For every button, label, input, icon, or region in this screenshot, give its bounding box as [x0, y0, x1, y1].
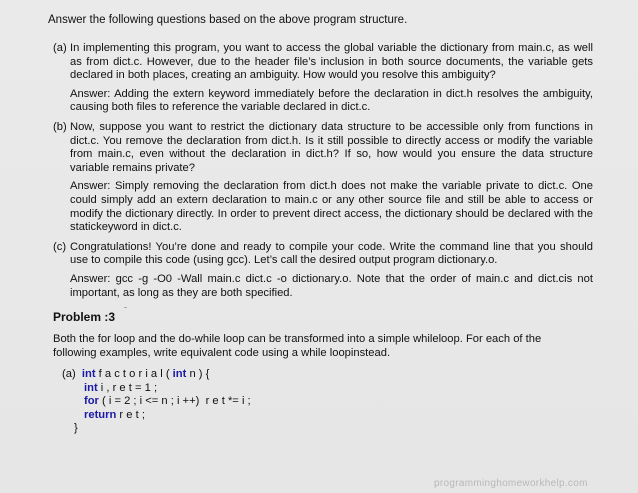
question-label: (a): [53, 42, 67, 54]
answer-text: Answer: gcc -g -O0 -Wall main.c dict.c -o dictionary.o. Note that the order of main.c and dict.cis not important, as long as they are both specified.: [70, 272, 593, 299]
answer-text: Answer: Adding the extern keyword immediately before the declaration in dict.h resolves the ambiguity, causing both files to reference the variable declared in dict.c.: [70, 87, 593, 114]
code-line-2: [62, 382, 251, 396]
intro-text: Answer the following questions based on the above program structure.: [48, 14, 408, 26]
question-text: Congratulations! You’re done and ready to compile your code. Write the command line that you should use to compile this code (using gcc). Let’s call the desired output program dictionary.o.: [70, 240, 593, 267]
question-c: [53, 241, 593, 300]
code-keyword: int: [84, 381, 98, 394]
question-list: [53, 42, 593, 306]
code-line-4: [62, 409, 251, 423]
code-text: f a c t o r i a l (: [95, 368, 173, 380]
code-block: [62, 368, 251, 436]
footer-watermark: programminghomeworkhelp.com: [434, 478, 588, 489]
code-text: ( i = 2 ; i <= n ; i ++) r e t *= i ;: [98, 395, 251, 407]
code-label: (a): [62, 368, 76, 380]
question-text: In implementing this program, you want to access the global variable the dictionary from main.c, as well as from dict.c. However, due to the header file’s inclusion in both source documents, the variable gets declared in both places, creating an ambiguity. How would you resolve this ambiguity?: [70, 42, 593, 82]
question-a: [53, 42, 593, 115]
code-text: n ) {: [186, 368, 210, 380]
code-keyword: int: [172, 368, 187, 380]
question-text: Now, suppose you want to restrict the dictionary data structure to be accessible only from functions in dict.c. You remove the declaration from dict.h. Is it still possible to directly access or modify the variable from main.c, even without the declaration in dict.h? If so, how would you ensure the data structure variable remains private?: [70, 120, 593, 174]
code-line-1: [62, 368, 251, 382]
code-line-3: [62, 395, 251, 409]
code-keyword: return: [84, 408, 117, 421]
code-text: i , r e t = 1 ;: [97, 381, 158, 394]
code-keyword: int: [81, 368, 96, 380]
question-label: (b): [53, 120, 67, 133]
divider-mark: [124, 307, 127, 308]
question-label: (c): [53, 240, 67, 253]
code-line-5: }: [74, 422, 78, 434]
answer-text: Answer: Simply removing the declaration from dict.h does not make the variable private to dict.c. One could simply add an extern declaration to main.c or any other source file and still be able to access or modify the dictionary directly. In order to prevent direct access, the dictionary should be declared with the statickeyword in dict.c.: [70, 180, 593, 234]
problem-description: Both the for loop and the do-while loop can be transformed into a simple whileloop. For each of the following examples, write equivalent code using a while loopinstead.: [53, 333, 542, 359]
code-keyword: for: [84, 395, 99, 407]
question-b: [53, 121, 593, 235]
problem-title: Problem :3: [53, 310, 116, 324]
code-text: r e t ;: [116, 408, 145, 421]
